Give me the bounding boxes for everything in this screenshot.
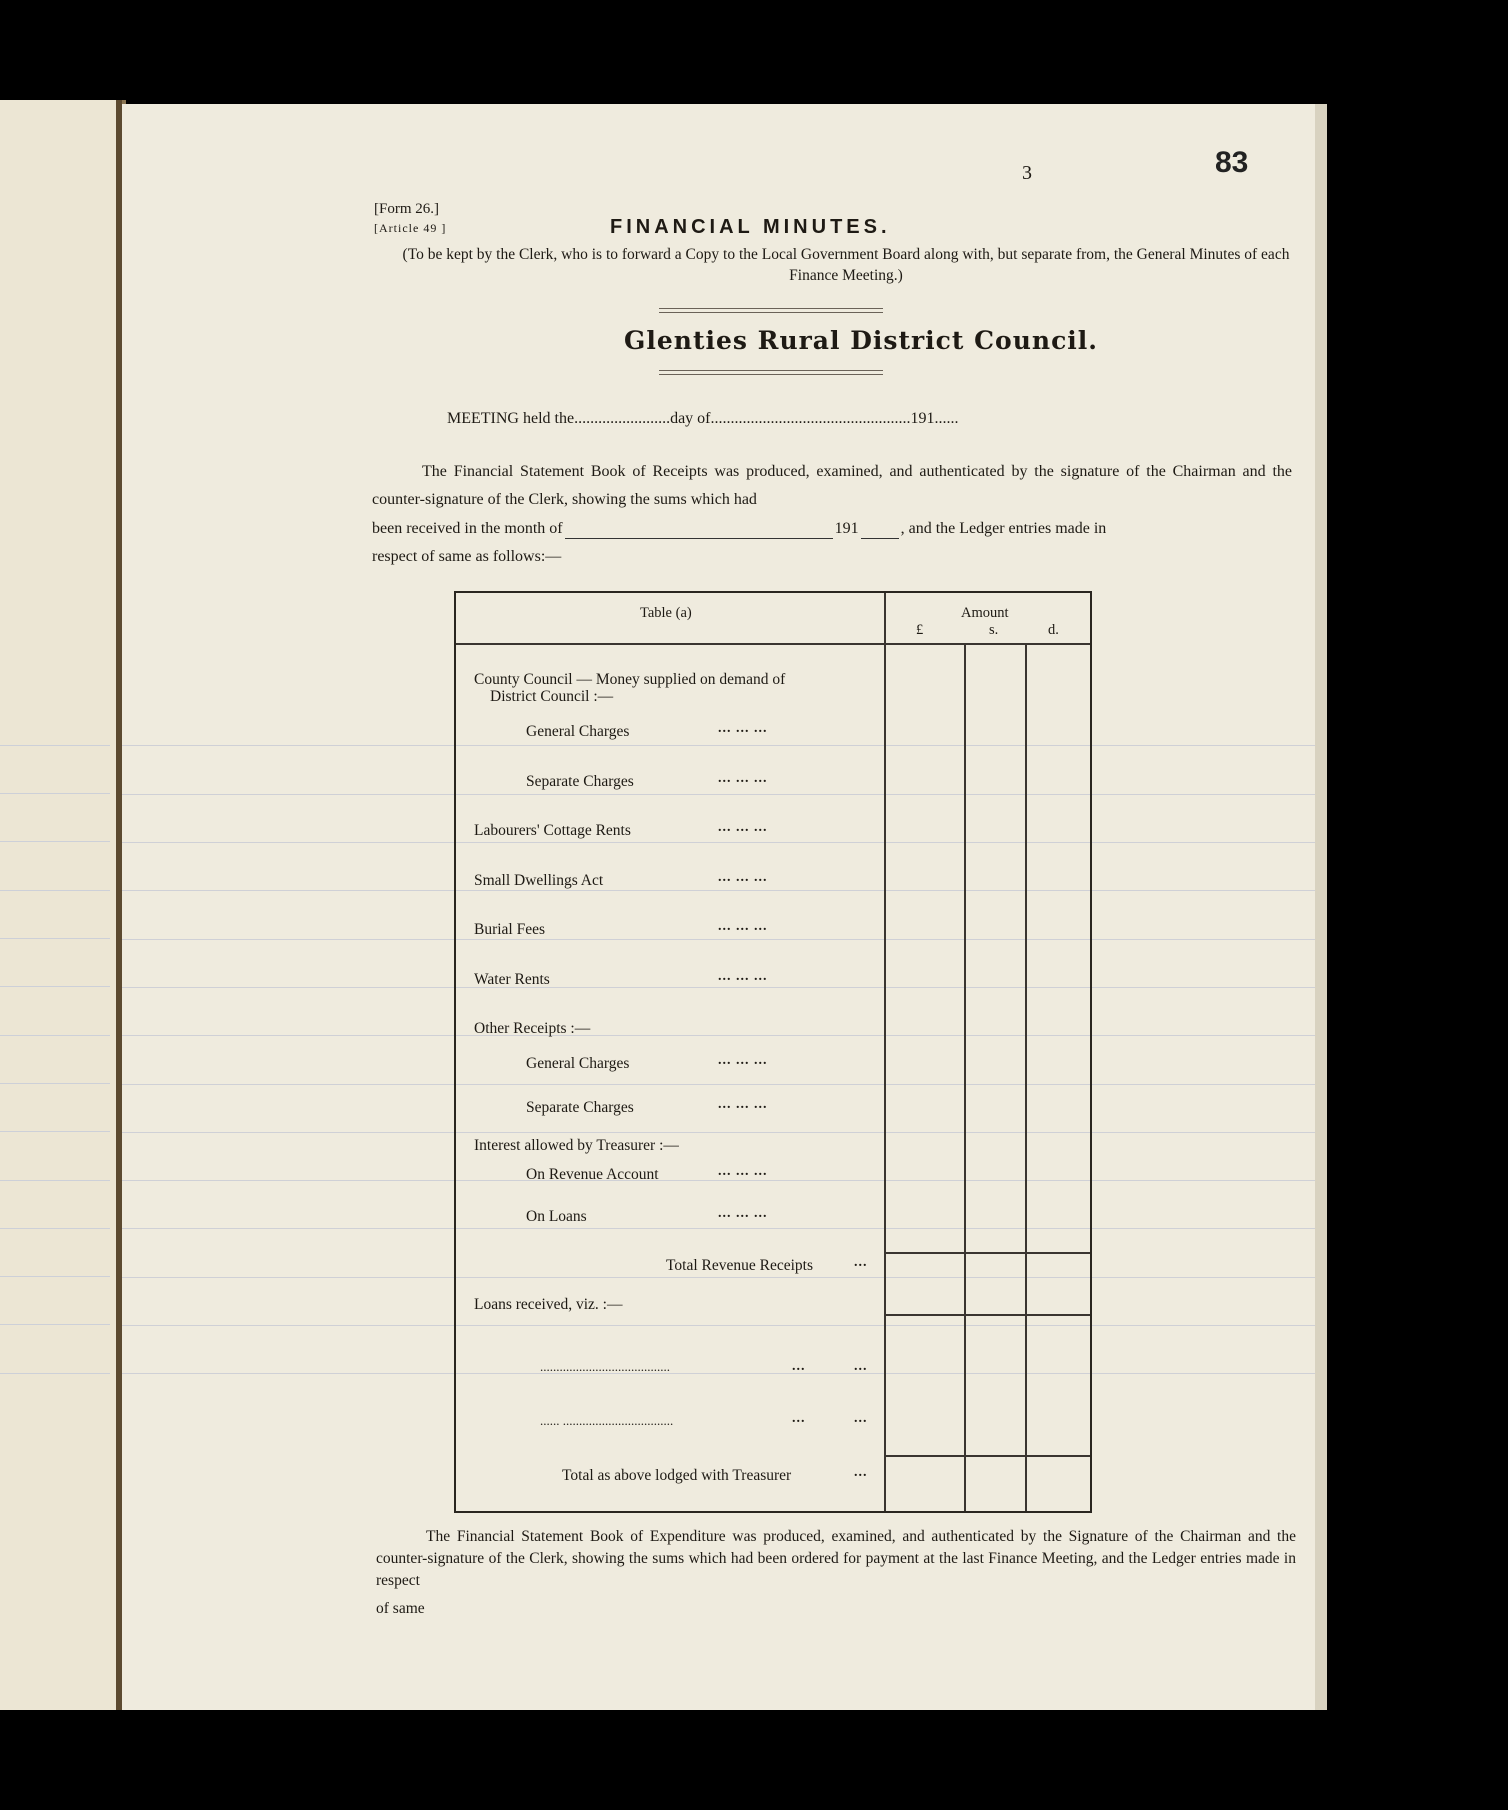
form-number: [Form 26.] — [374, 201, 439, 217]
expenditure-end: of same — [376, 1600, 425, 1617]
row-separate-charges: Separate Charges — [526, 773, 634, 790]
row-leader: ... — [854, 1411, 868, 1426]
header-rule — [456, 643, 1090, 645]
row-total-lodged: Total as above lodged with Treasurer — [562, 1467, 792, 1484]
month-blank — [565, 520, 833, 539]
row-leader: ... — [854, 1255, 868, 1270]
row-interest: Interest allowed by Treasurer :— — [474, 1137, 679, 1154]
row-leader: ... ... ... — [718, 919, 768, 934]
header-table: Table (a) — [640, 605, 692, 621]
respect-line: respect of same as follows:— — [372, 548, 562, 565]
row-leader: ... — [854, 1465, 868, 1480]
header-amount: Amount — [961, 605, 1009, 621]
row-leader: ... ... ... — [718, 969, 768, 984]
row-county-council: County Council — Money supplied on demand of — [474, 671, 786, 688]
row-leader: ... ... ... — [718, 1206, 768, 1221]
row-loans-received: Loans received, viz. :— — [474, 1296, 623, 1313]
row-leader: ... ... ... — [718, 721, 768, 736]
row-small-dwellings: Small Dwellings Act — [474, 872, 604, 889]
grand-total-rule — [884, 1455, 1090, 1457]
row-other-general: General Charges — [526, 1055, 630, 1072]
shillings-divider — [1025, 645, 1027, 1511]
row-district-council: District Council :— — [490, 688, 614, 705]
header-shillings: s. — [989, 622, 999, 638]
title-rule-bottom — [659, 370, 883, 375]
row-labourers-rents: Labourers' Cottage Rents — [474, 822, 631, 839]
subtotal-rule — [884, 1252, 1090, 1254]
row-on-loans: On Loans — [526, 1208, 587, 1225]
article-number: [Article 49 ] — [374, 221, 447, 235]
month-line-start: been received in the month of — [372, 520, 563, 537]
row-blank-loan: ...... .................................. — [540, 1413, 674, 1428]
row-other-separate: Separate Charges — [526, 1099, 634, 1116]
row-leader: ... ... ... — [718, 1164, 768, 1179]
pounds-divider — [964, 645, 966, 1511]
row-leader: ... ... ... — [718, 820, 768, 835]
meeting-line: MEETING held the........................day of..................................................191...... — [447, 410, 959, 427]
folio-number: 3 — [1022, 162, 1032, 184]
amount-divider — [884, 593, 886, 1511]
row-leader: ... — [854, 1359, 868, 1374]
header-pence: d. — [1048, 622, 1059, 638]
row-total-revenue: Total Revenue Receipts — [666, 1257, 813, 1274]
facing-page — [0, 100, 126, 1710]
row-other-receipts: Other Receipts :— — [474, 1020, 591, 1037]
row-leader: ... ... ... — [718, 771, 768, 786]
year-blank — [861, 520, 899, 539]
total-rule — [884, 1314, 1090, 1316]
page-title: FINANCIAL MINUTES. — [610, 216, 891, 238]
page-subtitle: (To be kept by the Clerk, who is to forward a Copy to the Local Government Board along with, but separate from, the General Minutes of each Finance Meeting.) — [402, 246, 1290, 284]
receipts-paragraph: The Financial Statement Book of Receipts was produced, examined, and authenticated by the signature of the Chairman and the counter-signature of the Clerk, showing the sums which had — [372, 463, 1292, 508]
row-leader: ... ... ... — [718, 1097, 768, 1112]
row-blank-loan: ........................................ — [540, 1359, 670, 1374]
expenditure-paragraph: The Financial Statement Book of Expenditure was produced, examined, and authenticated by the Signature of the Chairman and the counter-signature of the Clerk, showing the sums which had been ordered for payment at the last Finance Meeting, and the Ledger entries made in respect — [376, 1528, 1296, 1589]
council-name: Glenties Rural District Council. — [624, 326, 1098, 355]
row-leader: ... ... ... — [718, 870, 768, 885]
title-rule-top — [659, 308, 883, 313]
document-page — [122, 104, 1315, 1710]
row-leader: ... — [792, 1411, 806, 1426]
row-leader: ... — [792, 1359, 806, 1374]
row-burial-fees: Burial Fees — [474, 921, 546, 938]
row-water-rents: Water Rents — [474, 971, 550, 988]
row-general-charges: General Charges — [526, 723, 630, 740]
row-revenue-account: On Revenue Account — [526, 1166, 659, 1183]
month-line-year: 191 — [834, 520, 859, 537]
page-number: 83 — [1215, 146, 1249, 179]
month-line — [372, 520, 1292, 539]
header-pounds: £ — [916, 622, 924, 638]
month-line-end: , and the Ledger entries made in — [900, 520, 1107, 537]
form-reference — [374, 200, 446, 238]
row-leader: ... ... ... — [718, 1053, 768, 1068]
receipts-table — [454, 591, 1092, 1513]
